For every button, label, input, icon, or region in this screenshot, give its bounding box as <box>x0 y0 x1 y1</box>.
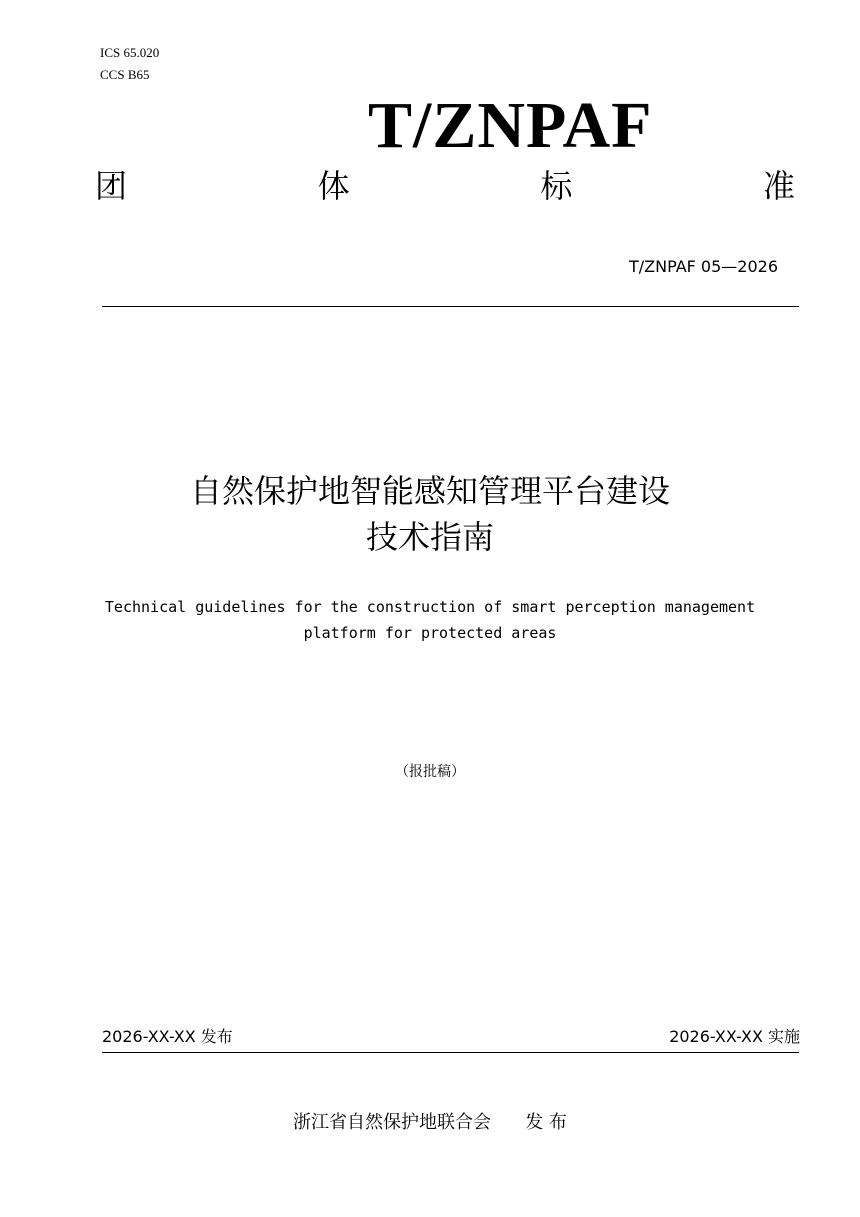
publish-date: 2026-XX-XX 发布 <box>102 1027 233 1046</box>
english-title-line-1: Technical guidelines for the construction of smart perception management <box>104 598 756 616</box>
ics-code: ICS 65.020 <box>100 45 160 60</box>
heading-char-1: 团 <box>95 167 128 205</box>
draft-status: （报批稿） <box>395 764 465 780</box>
ccs-code: CCS B65 <box>100 67 150 82</box>
classification-codes <box>100 42 159 86</box>
header-divider <box>102 306 799 307</box>
publisher: 浙江省自然保护地联合会 发 布 <box>292 1112 568 1133</box>
standard-number: T/ZNPAF 05—2026 <box>628 257 778 276</box>
standard-logo: T/ZNPAF <box>368 89 653 162</box>
chinese-title-line-2: 技术指南 <box>365 518 494 556</box>
english-title-line-2: platform for protected areas <box>303 624 557 642</box>
chinese-title-line-1: 自然保护地智能感知管理平台建设 <box>189 472 670 510</box>
group-standard-heading <box>95 166 795 206</box>
heading-char-3: 标 <box>540 167 573 205</box>
heading-char-4: 准 <box>762 167 795 205</box>
footer-divider <box>102 1052 799 1053</box>
chinese-title <box>0 468 860 560</box>
english-title <box>0 594 860 646</box>
implement-date: 2026-XX-XX 实施 <box>669 1027 800 1046</box>
heading-char-2: 体 <box>317 167 350 205</box>
